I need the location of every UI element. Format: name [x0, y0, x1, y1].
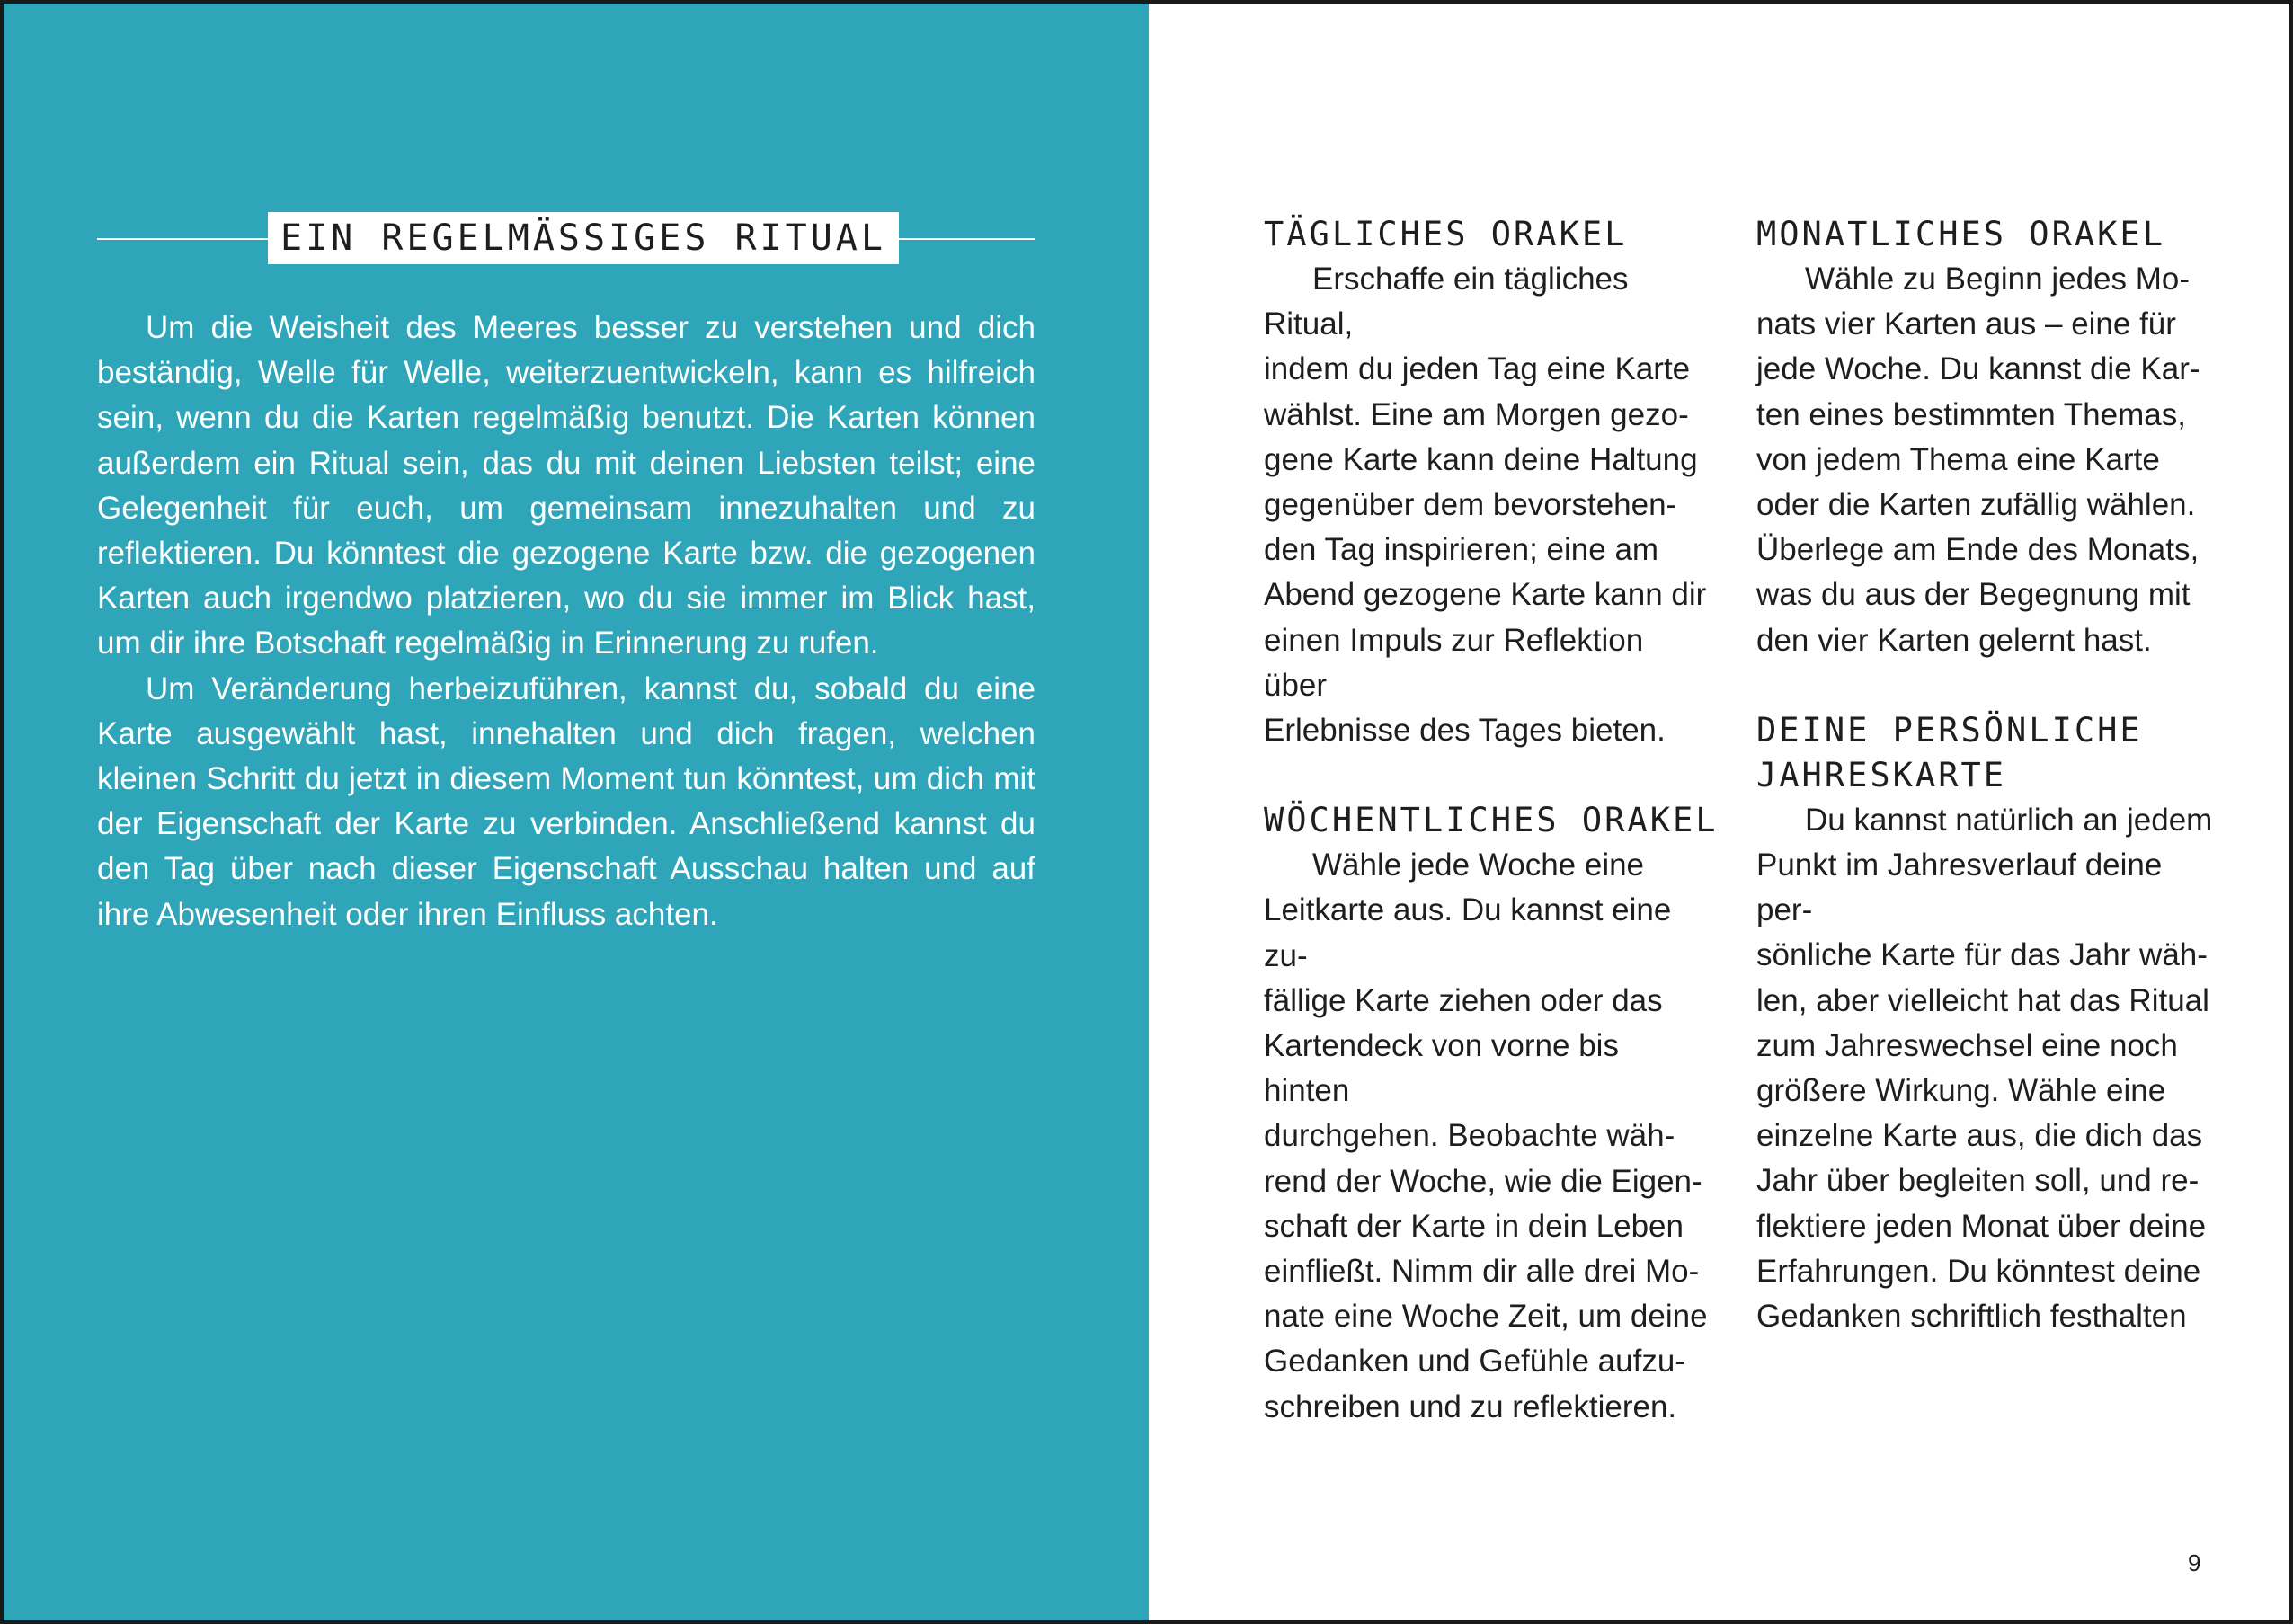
section-title-row — [97, 212, 1035, 264]
section-body: Erschaffe ein tägliches Ritual, indem du jeden Tag eine Karte wählst. Eine am Morgen gezo- gene Karte kann deine Haltung gegenüber dem bevorstehen- den Tag inspirieren; eine am Abend gezogene Karte kann dir einen Impuls zur Reflektion über Erlebnisse des Tages bieten. — [1264, 262, 1707, 749]
section-body: Wähle jede Woche eine Leitkarte aus. Du kannst eine zu- fällige Karte ziehen oder das Kartendeck von vorne bis hinten durchgehen. Beobachte wäh- rend der Woche, wie die Eigen- schaft der Karte in dein Leben einfließt. Nimm dir alle drei Mo- nate eine Woche Zeit, um deine Gedanken und Gefühle aufzu- schreiben und zu reflektieren. — [1264, 847, 1708, 1424]
left-column — [1264, 212, 1719, 1475]
left-body-text — [97, 306, 1035, 937]
right-column — [1756, 212, 2215, 1384]
section-heading: DEINE PERSÖNLICHE JAHRESKARTE — [1756, 710, 2143, 794]
section-heading: TÄGLICHES ORAKEL — [1264, 215, 1628, 253]
paragraph: Um die Weisheit des Meeres besser zu verstehen und dich beständig, Welle für Welle, weiterzuentwickeln, kann es hilfreich sein, wenn du die Karten regelmäßig benutzt. Die Karten können außerdem ein Ritual sein, das du mit deinen Liebsten teilst; eine Gelegenheit für euch, um gemeinsam innezuhalten und zu reflektieren. Du könntest die gezogene Karte bzw. die gezogenen Karten auch irgendwo platzieren, wo du sie immer im Blick hast, um dir ihre Botschaft regelmäßig in Erinnerung zu rufen. — [97, 310, 1035, 661]
section-monthly-oracle — [1756, 212, 2215, 663]
section-heading: MONATLICHES ORAKEL — [1756, 215, 2165, 253]
right-page — [1149, 4, 2293, 1624]
section-yearly-card — [1756, 708, 2215, 1339]
page-number: 9 — [2188, 1549, 2201, 1576]
section-daily-oracle — [1264, 212, 1713, 753]
section-weekly-oracle — [1264, 798, 1719, 1430]
paragraph: Um Veränderung herbeizuführen, kannst du, sobald du eine Karte ausgewählt hast, innehalten und dich fragen, welchen kleinen Schritt du jetzt in diesem Moment tun könntest, um dich mit der Eigenschaft der Karte zu verbinden. Anschließend kannst du den Tag über nach dieser Eigenschaft Ausschau halten und auf ihre Abwesenheit oder ihren Einfluss achten. — [97, 670, 1035, 932]
section-heading: WÖCHENTLICHES ORAKEL — [1264, 801, 1719, 840]
left-page — [4, 4, 1149, 1624]
section-body: Wähle zu Beginn jedes Mo- nats vier Karten aus – eine für jede Woche. Du kannst die Kar- ten eines bestimmten Themas, von jedem Thema eine Karte oder die Karten zufällig wählen. Überlege am Ende des Monats, was du aus der Begegnung mit den vier Karten gelernt hast. — [1756, 262, 2200, 658]
section-title: EIN REGELMÄSSIGES RITUAL — [268, 212, 899, 264]
section-body: Du kannst natürlich an jedem Punkt im Jahresverlauf deine per- sönliche Karte für das Jahr wäh- len, aber vielleicht hat das Ritual zum Jahreswechsel eine noch größere Wirkung. Wähle eine einzelne Karte aus, die dich das Jahr über begleiten soll, und re- flektiere jeden Monat über deine Erfahrungen. Du könntest deine Gedanken schriftlich festhalten — [1756, 802, 2213, 1335]
